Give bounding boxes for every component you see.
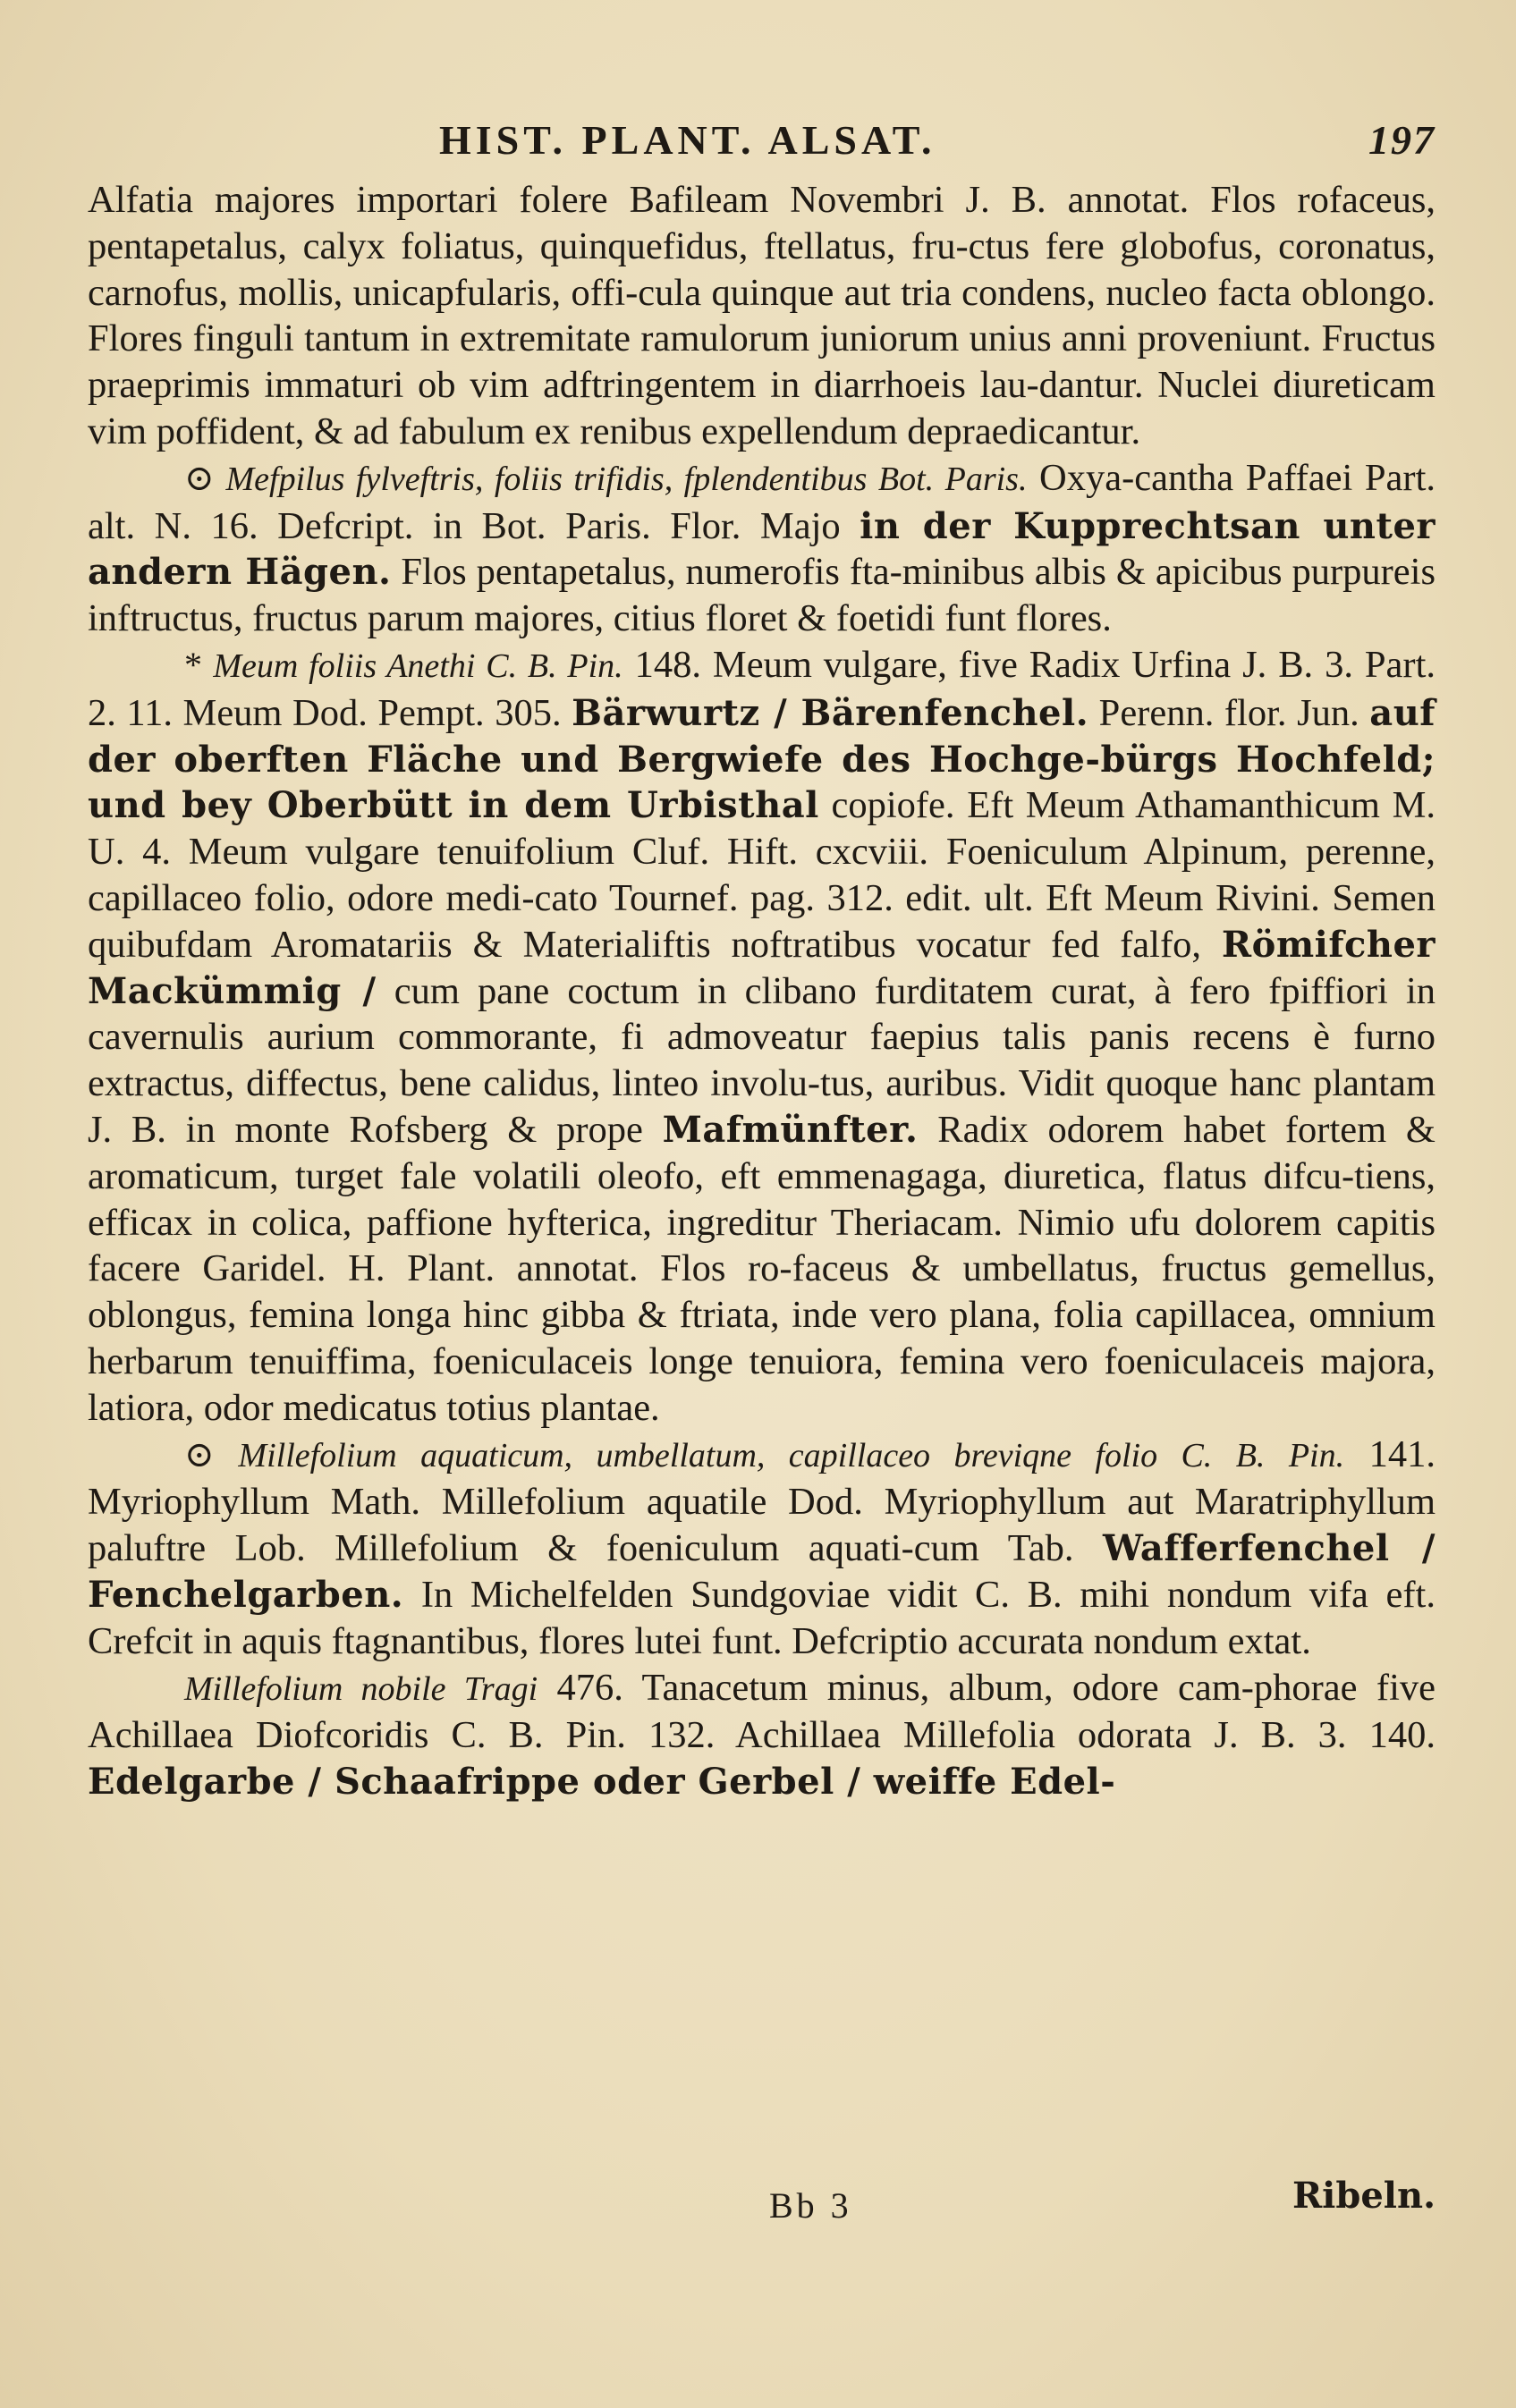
text-run: 476. Tanacetum minus, album, odore cam-phorae five Achillaea Diofcoridis C. B. Pin. 132. Achillaea Millefolia odorata J. B. 3. 140. <box>88 1666 1436 1757</box>
text-run: 141. Myriophyllum Math. Millefolium aquatile Dod. Myriophyllum aut Maratriphyllum paluftre Lob. Millefolium & foeniculum aquati-cum Tab. <box>88 1432 1436 1570</box>
blackletter-text: in der Kupprechtsan unter andern Hägen. <box>88 504 1436 594</box>
page-header <box>88 106 1436 177</box>
section-mark: * <box>184 644 214 685</box>
blackletter-text: Bärwurtz / Bärenfenchel. <box>572 691 1089 734</box>
running-title: HIST. PLANT. ALSAT. <box>439 117 936 163</box>
text-run: In Michelfelden Sundgoviae vidit C. B. mihi nondum vifa eft. Crefcit in aquis ftagnantibus, flores lutei funt. Defcriptio accurata nondum extat. <box>88 1573 1436 1662</box>
text-run: Alfatia majores importari folere Bafileam Novembri J. B. annotat. Flos rofaceus, pentapetalus, calyx foliatus, quinquefidus, ftellatus, fru-ctus fere globofus, coronatus, carnofus, mollis, unicapfularis, offi-cula quinque aut tria condens, nucleo facta oblongo. Flores finguli tantum in extremitate ramulorum juniorum unius anni proveniunt. Fructus praeprimis immaturi ob vim adftringentem in diarrhoeis lau-dantur. Nuclei diureticam vim poffident, & ad fabulum ex renibus expellendum depraedicantur. <box>88 179 1436 452</box>
paragraph-mespilus-intro <box>88 177 1436 455</box>
body-text <box>88 177 1436 1805</box>
text-run: cum pane coctum in clibano furditatem curat, à fero fpiffiori in cavernulis aurium commorante, fi admoveatur faepius talis panis recens è furno extractus, diffectus, bene calidus, linteo involu-tus, auribus. Vidit quoque hanc plantam J. B. in monte Rofsberg & prope <box>88 969 1436 1151</box>
text-run: 148. Meum vulgare, five Radix Urfina J. B. 3. Part. 2. 11. Meum Dod. Pempt. 305. <box>88 643 1436 734</box>
text-run: Oxya-cantha Paffaei Part. alt. N. 16. Defcript. in Bot. Paris. Flor. Majo <box>88 456 1436 547</box>
blackletter-text: Edelgarbe / Schaafrippe oder Gerbel / weiffe Edel- <box>88 1761 1116 1804</box>
catchword: Ribeln. <box>1292 2175 1436 2217</box>
blackletter-text: Wafferfenchel / Fenchelgarben. <box>88 1527 1436 1616</box>
italic-citation: Mefpilus fylveftris, foliis trifidis, fplendentibus Bot. Paris. <box>225 460 1028 498</box>
text-run: Radix odorem habet fortem & aromaticum, turget fale volatili oleofo, eft emmenagaga, diuretica, flatus difcu-tiens, efficax in colica, paffione hyfterica, ingreditur Theriacam. Nimio ufu dolorem capitis facere Garidel. H. Plant. annotat. Flos ro-faceus & umbellatus, fructus gemellus, oblongus, femina longa hinc gibba & ftriata, inde vero plana, folia capillacea, omnium herbarum tenuiffima, foeniculaceis longe tenuiora, femina vero foeniculaceis majora, latiora, odor medicatus totius plantae. <box>88 1108 1436 1429</box>
text-run: Perenn. flor. Jun. <box>1088 691 1370 734</box>
signature-mark: Bb 3 <box>769 2185 852 2226</box>
text-run: copiofe. Eft Meum Athamanthicum M. U. 4. Meum vulgare tenuifolium Cluf. Hift. cxcviii. Foeniculum Alpinum, perenne, capillaceo folio, odore medi-cato Tournef. pag. 312. edit. ult. Eft Meum Rivini. Semen quibufdam Aromatariis & Materialiftis noftratibus vocatur fed falfo, <box>88 784 1436 966</box>
page-number: 197 <box>1368 117 1436 163</box>
section-mark: ⊙ <box>184 457 226 498</box>
italic-citation: Millefolium aquaticum, umbellatum, capillaceo breviqne folio C. B. Pin. <box>238 1436 1345 1474</box>
paragraph-millefolium-nobile <box>88 1665 1436 1805</box>
paragraph-meum <box>88 642 1436 1432</box>
italic-citation: Meum foliis Anethi C. B. Pin. <box>213 646 623 685</box>
blackletter-text: Mafmünfter. <box>662 1108 919 1151</box>
section-mark: ⊙ <box>184 1433 239 1474</box>
paragraph-millefolium-aquaticum <box>88 1432 1436 1665</box>
blackletter-text: auf der oberften Fläche und Bergwiefe des Hochge-bürgs Hochfeld; und bey Oberbütt in dem Urbisthal <box>88 691 1436 827</box>
text-run: Flos pentapetalus, numerofis fta-minibus albis & apicibus purpureis inftructus, fructus parum majores, citius floret & foetidi funt flores. <box>88 551 1436 640</box>
blackletter-text: Römifcher Mackümmig / <box>88 923 1436 1012</box>
paragraph-mespilus-sylvestris <box>88 455 1436 642</box>
italic-citation: Millefolium nobile Tragi <box>184 1669 538 1708</box>
